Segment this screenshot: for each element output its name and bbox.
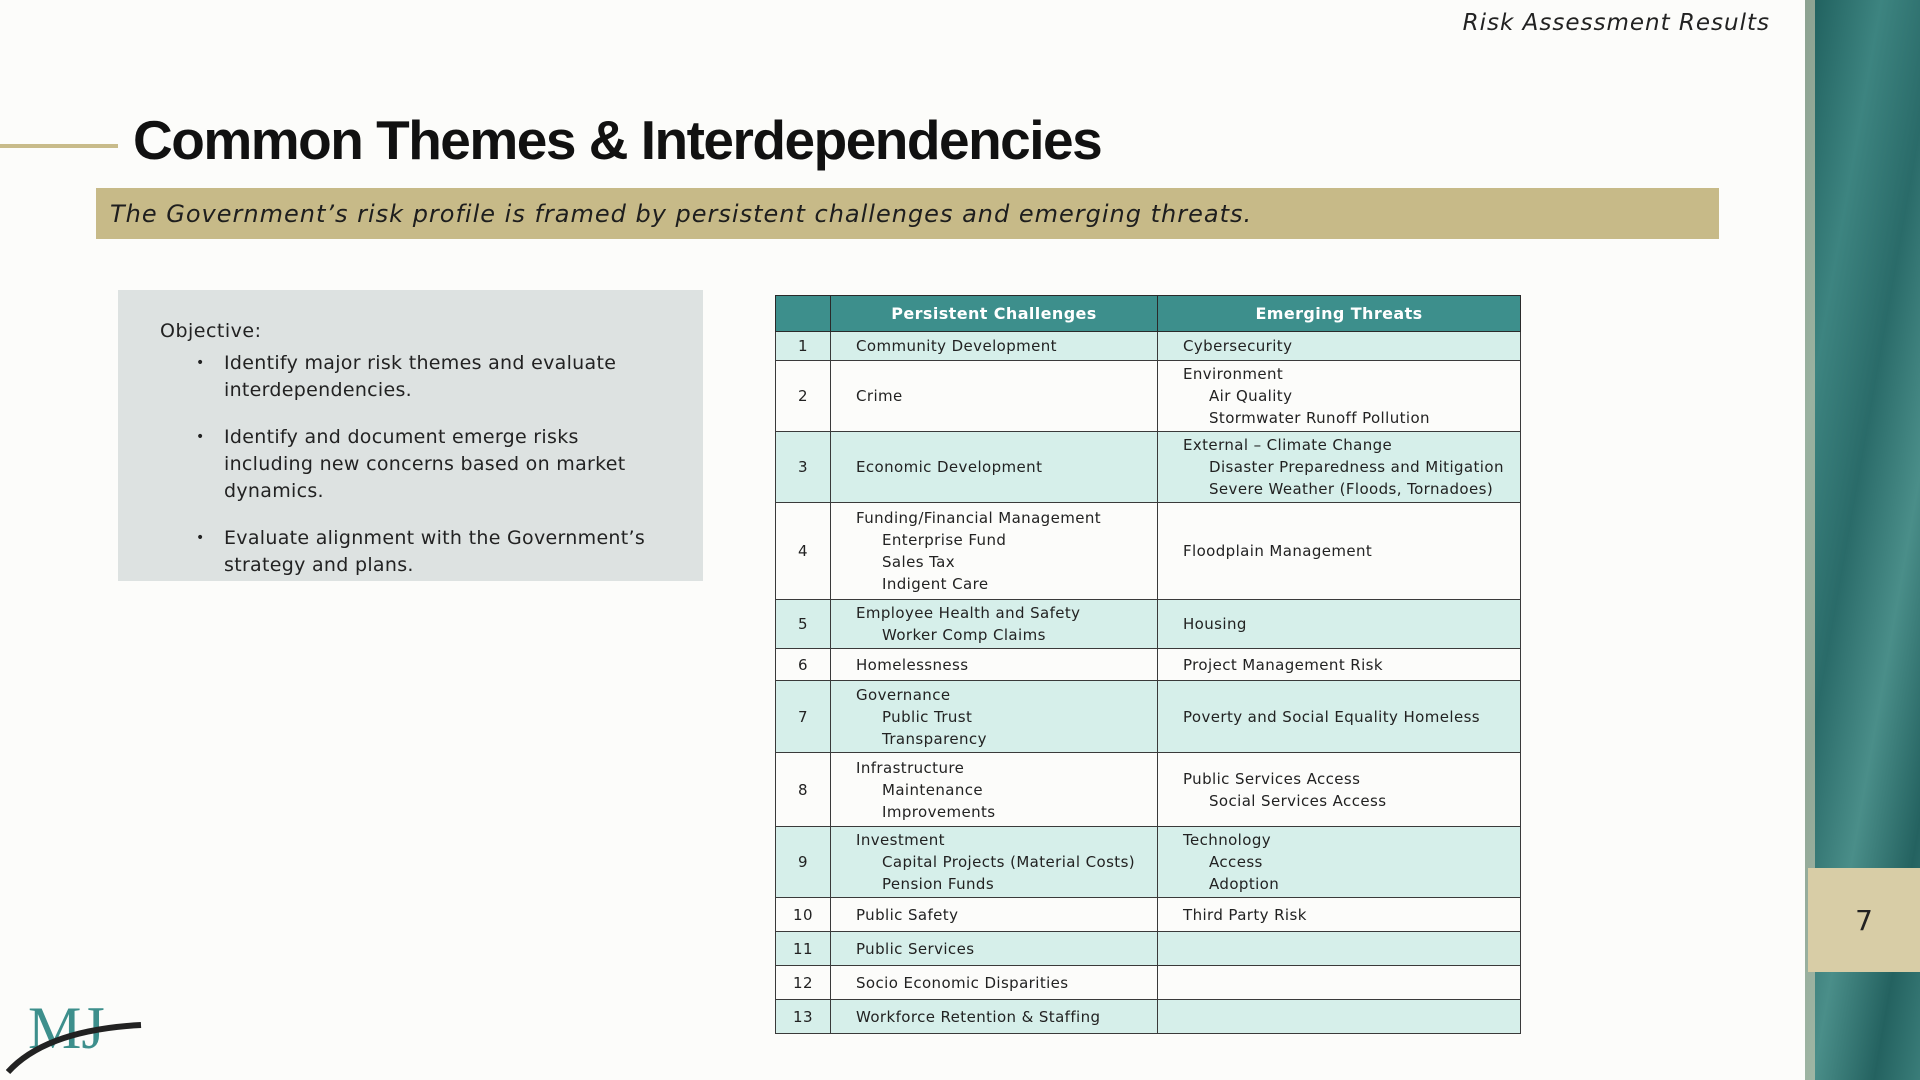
challenge-cell [831, 753, 1158, 827]
challenge-cell [831, 681, 1158, 753]
row-number: 1 [776, 332, 831, 361]
threat-cell-subitem: Stormwater Runoff Pollution [1209, 409, 1430, 427]
row-number: 6 [776, 649, 831, 681]
table-row [776, 361, 1521, 432]
subtitle-text: The Government’s risk profile is framed by persistent challenges and emerging threats. [110, 199, 1253, 228]
threat-cell-text: Project Management Risk [1183, 655, 1383, 674]
threat-cell-subitem: Adoption [1209, 875, 1280, 893]
header-persistent-challenges: Persistent Challenges [831, 296, 1158, 332]
challenge-cell [831, 898, 1158, 932]
challenge-cell-text: Crime [856, 387, 903, 405]
challenge-cell [831, 966, 1158, 1000]
threat-cell [1158, 432, 1521, 503]
challenge-cell-text: Homelessness [856, 655, 969, 674]
threat-cell-text: External – Climate Change [1183, 436, 1393, 454]
challenge-cell-subitem: Pension Funds [882, 875, 995, 893]
row-number: 13 [776, 1000, 831, 1034]
threat-cell-subitem: Severe Weather (Floods, Tornadoes) [1209, 480, 1494, 498]
row-number: 4 [776, 503, 831, 600]
challenge-cell [831, 932, 1158, 966]
challenge-cell-subitem: Maintenance [882, 780, 983, 799]
threat-cell [1158, 827, 1521, 898]
threat-cell-subitem: Social Services Access [1209, 791, 1387, 810]
threat-cell [1158, 932, 1521, 966]
challenge-cell [831, 649, 1158, 681]
threat-cell-text: Environment [1183, 365, 1284, 383]
challenge-cell-text: Public Safety [856, 905, 959, 924]
table-row [776, 600, 1521, 649]
challenge-cell [831, 432, 1158, 503]
challenge-cell-text: Community Development [856, 337, 1057, 355]
threat-cell [1158, 332, 1521, 361]
challenge-cell-text: Infrastructure [856, 758, 965, 777]
bullet-icon: • [196, 530, 205, 546]
challenge-cell [831, 1000, 1158, 1034]
row-number: 5 [776, 600, 831, 649]
risk-table [775, 295, 1521, 1034]
challenge-cell-subitem: Sales Tax [882, 553, 956, 571]
row-number: 8 [776, 753, 831, 827]
objective-panel [118, 290, 703, 581]
threat-cell-text: Poverty and Social Equality Homeless [1183, 707, 1480, 726]
threat-cell [1158, 649, 1521, 681]
threat-cell [1158, 503, 1521, 600]
challenge-cell-subitem: Public Trust [882, 707, 973, 726]
challenge-cell [831, 600, 1158, 649]
row-number: 11 [776, 932, 831, 966]
objective-list [160, 350, 673, 579]
risk-table-container [775, 295, 1520, 1034]
table-row [776, 1000, 1521, 1034]
table-body [776, 332, 1521, 1034]
challenge-cell-subitem: Indigent Care [882, 575, 989, 593]
row-number: 7 [776, 681, 831, 753]
header-emerging-threats: Emerging Threats [1158, 296, 1521, 332]
row-number: 9 [776, 827, 831, 898]
table-row [776, 432, 1521, 503]
table-row [776, 932, 1521, 966]
table-row [776, 649, 1521, 681]
challenge-cell-text: Governance [856, 685, 951, 704]
threat-cell-text: Floodplain Management [1183, 542, 1373, 560]
company-logo [6, 990, 146, 1075]
row-number: 3 [776, 432, 831, 503]
table-header-row [776, 296, 1521, 332]
threat-cell-text: Housing [1183, 615, 1247, 633]
challenge-cell-text: Funding/Financial Management [856, 509, 1102, 527]
table-row [776, 503, 1521, 600]
threat-cell [1158, 681, 1521, 753]
threat-cell [1158, 753, 1521, 827]
challenge-cell [831, 503, 1158, 600]
title-accent-line [0, 144, 118, 148]
threat-cell-subitem: Disaster Preparedness and Mitigation [1209, 458, 1504, 476]
challenge-cell-text: Economic Development [856, 458, 1043, 476]
challenge-cell-subitem: Enterprise Fund [882, 531, 1007, 549]
threat-cell-text: Third Party Risk [1183, 905, 1307, 924]
challenge-cell-text: Workforce Retention & Staffing [856, 1007, 1101, 1026]
challenge-cell-text: Investment [856, 831, 945, 849]
challenge-cell-text: Socio Economic Disparities [856, 973, 1069, 992]
page-number: 7 [1808, 868, 1920, 972]
threat-cell-subitem: Access [1209, 853, 1263, 871]
subtitle-band [96, 188, 1719, 239]
challenge-cell [831, 827, 1158, 898]
table-row [776, 753, 1521, 827]
threat-cell [1158, 898, 1521, 932]
table-row [776, 827, 1521, 898]
objective-item: • Identify and document emerge risks including new concerns based on market dynamics. [196, 426, 626, 502]
challenge-cell-text: Public Services [856, 939, 975, 958]
table-row [776, 681, 1521, 753]
page-title: Common Themes & Interdependencies [133, 109, 1102, 171]
threat-cell-text: Public Services Access [1183, 769, 1361, 788]
challenge-cell [831, 361, 1158, 432]
header-num [776, 296, 831, 332]
threat-cell-subitem: Air Quality [1209, 387, 1293, 405]
challenge-cell-subitem: Transparency [882, 729, 987, 748]
challenge-cell-subitem: Improvements [882, 802, 996, 821]
row-number: 12 [776, 966, 831, 1000]
challenge-cell-subitem: Worker Comp Claims [882, 626, 1046, 644]
threat-cell-text: Technology [1183, 831, 1272, 849]
threat-cell [1158, 1000, 1521, 1034]
threat-cell-text: Cybersecurity [1183, 337, 1293, 355]
bullet-icon: • [196, 429, 205, 445]
section-label: Risk Assessment Results [1462, 10, 1770, 36]
objective-item: • Identify major risk themes and evaluate interdependencies. [196, 352, 617, 401]
table-row [776, 332, 1521, 361]
threat-cell [1158, 600, 1521, 649]
threat-cell [1158, 966, 1521, 1000]
threat-cell [1158, 361, 1521, 432]
bullet-icon: • [196, 355, 205, 371]
challenge-cell-subitem: Capital Projects (Material Costs) [882, 853, 1136, 871]
challenge-cell-text: Employee Health and Safety [856, 604, 1081, 622]
table-row [776, 966, 1521, 1000]
challenge-cell [831, 332, 1158, 361]
objective-label: Objective: [160, 320, 262, 342]
table-row [776, 898, 1521, 932]
logo-text: MJ [28, 995, 105, 1061]
objective-item: • Evaluate alignment with the Government’s strategy and plans. [196, 527, 646, 576]
row-number: 10 [776, 898, 831, 932]
row-number: 2 [776, 361, 831, 432]
